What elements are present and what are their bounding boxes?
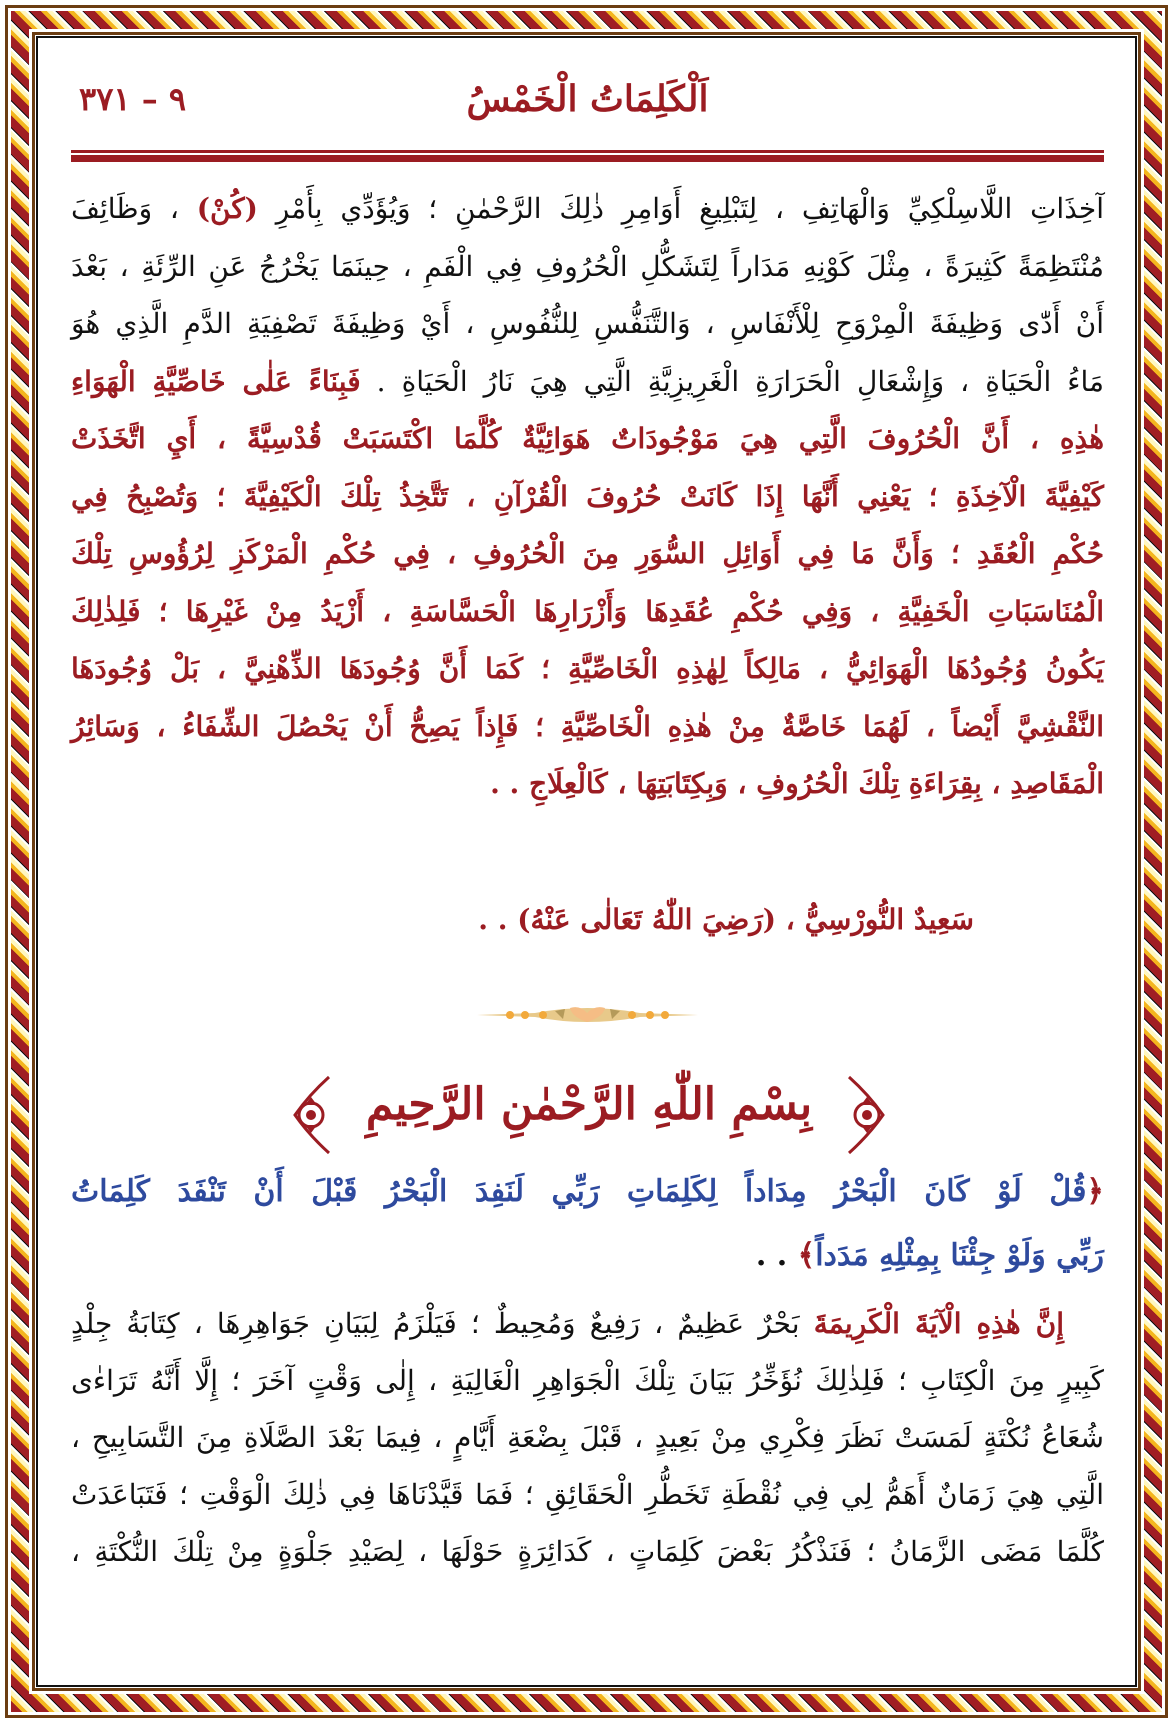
body-text: ، وَظَائِفَ: [71, 192, 197, 225]
text-line: [71, 295, 1104, 353]
floral-divider-icon: [475, 1005, 700, 1025]
body-text: آخِذَاتِ اللَّاسِلْكِيِّ وَالْهَاتِفِ ، لِتَبْلِيغِ أَوَامِرِ ذٰلِكَ الرَّحْمٰنِ ؛ وَيُؤَدِّي بِأَمْرِ: [257, 192, 1104, 225]
section1-text: [71, 180, 1104, 813]
verse-line-2: [71, 1224, 1104, 1288]
verse-tail: . .: [755, 1238, 798, 1273]
author-signature: سَعِيدٌ النُّورْسِيُّ ، (رَضِيَ اللّٰهُ تَعَالٰى عَنْهُ) . .: [478, 903, 974, 936]
text-line: [71, 353, 1104, 411]
quran-verse: [71, 1160, 1104, 1288]
rosette-bracket-open-icon: ﴿: [1086, 1174, 1104, 1209]
verse-line-1: [71, 1160, 1104, 1224]
text-line: [71, 525, 1104, 583]
page-number: ٩ – ٣٧١: [79, 80, 187, 118]
rosette-bracket-close-icon: ﴾: [797, 1238, 816, 1273]
section2-text: [71, 1295, 1104, 1580]
body-text: أَنْ أَدّٰى وَظِيفَةَ الْمِرْوَحِ لِلْأَنْفَاسِ ، وَالتَّنَفُّسِ لِلنُّفُوسِ ، أَيْ وَظِيفَةَ تَصْفِيَةِ الدَّمِ الَّذِي هُوَ: [71, 307, 1104, 340]
basmala-banner: [289, 1075, 889, 1160]
text-line: [71, 583, 1104, 641]
text-line: [71, 640, 1104, 698]
text-line: [71, 410, 1104, 468]
emphasis-text: الْمَقَاصِدِ ، بِقِرَاءَةِ تِلْكَ الْحُرُوفِ ، وَبِكِتَابَتِهَا ، كَالْعِلَاجِ . .: [490, 767, 1104, 800]
text-line: [71, 1409, 1104, 1466]
emphasis-text: هٰذِهِ ، أَنَّ الْحُرُوفَ الَّتِي هِيَ مَوْجُودَاتٌ هَوَائِيَّةٌ كُلَّمَا اكْتَسَبَتْ قُدْسِيَّةً ، أَيِ اتَّخَذَتْ: [71, 422, 1104, 455]
body-text: مَاءُ الْحَيَاةِ ، وَإِشْعَالِ الْحَرَارَةِ الْغَرِيزِيَّةِ الَّتِي هِيَ نَارُ الْحَيَاةِ .: [360, 364, 1104, 398]
body-text: مُنْتَظِمَةً كَثِيرَةً ، مِثْلَ كَوْنِهِ مَدَاراً لِتَشَكُّلِ الْحُرُوفِ فِي الْفَمِ ، حِينَمَا يَخْرُجُ عَنِ الرِّئَةِ ، بَعْدَ: [71, 249, 1104, 283]
page-title: اَلْكَلِمَاتُ الْخَمْسُ: [466, 78, 709, 120]
text-line: [71, 1352, 1104, 1409]
header-rule-thick: [71, 155, 1104, 162]
verse-text-1: قُلْ لَوْ كَانَ الْبَحْرُ مِدَاداً لِكَلِمَاتِ رَبِّي لَنَفِدَ الْبَحْرُ قَبْلَ أَنْ تَنْفَدَ كَلِمَاتُ: [71, 1174, 1087, 1209]
text-line: [71, 755, 1104, 813]
header-rule-thin: [71, 150, 1104, 153]
page-content: [71, 0, 1104, 1725]
arabesque-ornament-right-icon: [845, 1075, 889, 1155]
body-text: الَّتِي هِيَ زَمَانٌ أَهَمُّ لِي فِي نُقْطَةِ تَخَطُّرِ الْحَقَائِقِ ؛ فَمَا قَيَّدْنَاهَا فِي ذٰلِكَ الْوَقْتِ ؛ فَتَبَاعَدَتْ: [71, 1478, 1104, 1511]
body-text: كُلَّمَا مَضَى الزَّمَانُ ؛ فَنَذْكُرُ بَعْضَ كَلِمَاتٍ ، كَدَائِرَةٍ حَوْلَهَا ، لِصَيْدِ جَلْوَةٍ مِنْ تِلْكَ النُّكْتَةِ ،: [71, 1535, 1104, 1568]
text-line: [71, 180, 1104, 238]
arabesque-ornament-left-icon: [289, 1075, 333, 1155]
verse-text-2: رَبِّي وَلَوْ جِئْنَا بِمِثْلِهِ مَدَداً: [815, 1238, 1104, 1273]
emphasis-text: يَكُونُ وُجُودُهَا الْهَوَائِيُّ ، مَالِكاً لِهٰذِهِ الْخَاصِّيَّةِ ؛ كَمَا أَنَّ وُجُودَهَا الذِّهْنِيَّ ، بَلْ وُجُودَهَا: [71, 652, 1104, 685]
text-line: [71, 1523, 1104, 1580]
text-line: [71, 698, 1104, 756]
emphasis-text: الْمُنَاسَبَاتِ الْخَفِيَّةِ ، وَفِي حُكْمِ عُقَدِهَا وَأَزْرَارِهَا الْحَسَّاسَةِ ، أَزْيَدُ مِنْ غَيْرِهَا ؛ فَلِذٰلِكَ: [71, 594, 1104, 628]
page-header: [71, 78, 1104, 138]
body-text: شُعَاعُ نُكْتَةٍ لَمَسَتْ نَظَرَ فِكْرِي مِنْ بَعِيدٍ ، قَبْلَ بِضْعَةِ أَيَّامٍ ، فِيمَا بَعْدَ الصَّلَاةِ مِنَ التَّسَابِيحِ ،: [71, 1421, 1104, 1454]
emphasis-text: فَبِنَاءً عَلٰى خَاصِّيَّةِ الْهَوَاءِ: [71, 364, 361, 398]
basmala-text: بِسْمِ اللّٰهِ الرَّحْمٰنِ الرَّحِيمِ: [365, 1079, 813, 1130]
text-line: [71, 468, 1104, 526]
emphasis-text: إِنَّ هٰذِهِ الْآيَةَ الْكَرِيمَةَ: [813, 1307, 1064, 1340]
text-line: [71, 238, 1104, 296]
emphasis-text: كَيْفِيَّةَ الْآخِذَةِ ؛ يَعْنِي أَنَّهَا إِذَا كَانَتْ حُرُوفَ الْقُرْآنِ ، تَتَّخِذُ تِلْكَ الْكَيْفِيَّةَ ؛ وَتُصْبِحُ فِي: [71, 479, 1104, 513]
emphasis-text: حُكْمِ الْعُقَدِ ؛ وَأَنَّ مَا فِي أَوَائِلِ السُّوَرِ مِنَ الْحُرُوفِ ، فِي حُكْمِ الْمَرْكَزِ لِرُؤُوسِ تِلْكَ: [71, 537, 1105, 570]
emphasis-text: النَّقْشِيَّ أَيْضاً ، لَهُمَا خَاصَّةٌ مِنْ هٰذِهِ الْخَاصِّيَّةِ ؛ فَإِذاً يَصِحُّ أَنْ يَحْصُلَ الشِّفَاءُ ، وَسَائِرُ: [71, 709, 1104, 743]
body-text: كَبِيرٍ مِنَ الْكِتَابِ ؛ فَلِذٰلِكَ نُؤَخِّرُ بَيَانَ تِلْكَ الْجَوَاهِرِ الْغَالِيَةِ ، إِلٰى وَقْتٍ آخَرَ ؛ إِلَّا أَنَّهُ تَرَاءٰى: [71, 1364, 1104, 1397]
body-text: بَحْرٌ عَظِيمٌ ، رَفِيعٌ وَمُحِيطٌ ؛ فَيَلْزَمُ لِبَيَانِ جَوَاهِرِهَا ، كِتَابَةُ جِلْدٍ: [71, 1307, 814, 1340]
text-line: [71, 1466, 1104, 1523]
text-line: [71, 1295, 1104, 1352]
emphasis-text: (كُنْ): [196, 192, 258, 225]
